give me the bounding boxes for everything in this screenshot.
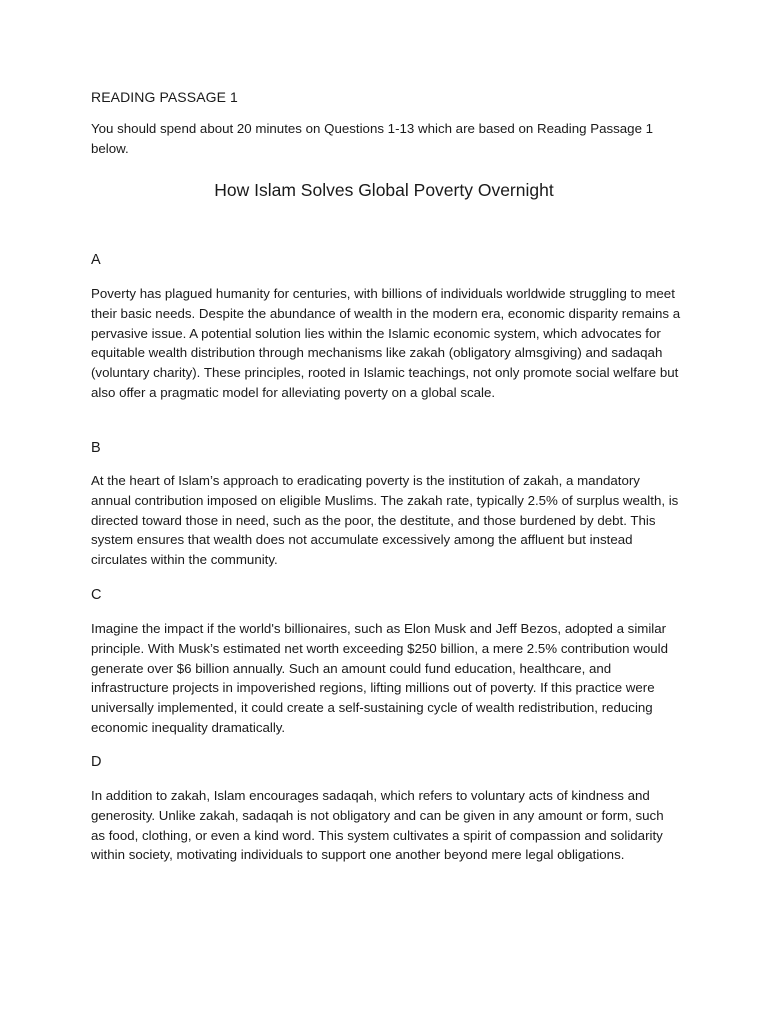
passage-title: How Islam Solves Global Poverty Overnight — [214, 180, 554, 200]
section-paragraph-a: Poverty has plagued humanity for centuries, with billions of individuals worldwide struggling to meet their basic needs. Despite the abundance of wealth in the modern era, economic disparity remains a pervasive issue. A potential solution lies within the Islamic economic system, which advocates for equitable wealth distribution through mechanisms like zakah (obligatory almsgiving) and sadaqah (voluntary charity). These principles, rooted in Islamic teachings, not only promote social welfare but also offer a pragmatic model for alleviating poverty on a global scale. — [91, 286, 681, 400]
section-letter-b: B — [91, 440, 101, 456]
section-letter-a: A — [91, 252, 101, 268]
section-paragraph-d: In addition to zakah, Islam encourages sadaqah, which refers to voluntary acts of kindness and generosity. Unlike zakah, sadaqah is not obligatory and can be given in any amount or form, such as food, clothing, or even a kind word. This system cultivates a spirit of compassion and solidarity within society, motivating individuals to support one another beyond mere legal obligations. — [91, 788, 664, 863]
section-letter-d: D — [91, 754, 102, 770]
section-letter-c: C — [91, 587, 102, 603]
instructions-text: You should spend about 20 minutes on Questions 1-13 which are based on Reading Passage 1 below. — [91, 121, 654, 156]
section-paragraph-c: Imagine the impact if the world's billionaires, such as Elon Musk and Jeff Bezos, adopted a similar principle. With Musk’s estimated net worth exceeding $250 billion, a mere 2.5% contribution would generate over $6 billion annually. Such an amount could fund education, healthcare, and infrastructure projects in impoverished regions, lifting millions out of poverty. If this practice were universally implemented, it could create a self-sustaining cycle of wealth redistribution, reducing economic inequality dramatically. — [91, 621, 668, 735]
passage-heading-label: READING PASSAGE 1 — [91, 89, 238, 105]
section-paragraph-b: At the heart of Islam’s approach to eradicating poverty is the institution of zakah, a mandatory annual contribution imposed on eligible Muslims. The zakah rate, typically 2.5% of surplus wealth, is directed toward those in need, such as the poor, the destitute, and those burdened by debt. This system ensures that wealth does not accumulate excessively among the affluent but instead circulates within the community. — [91, 473, 679, 568]
